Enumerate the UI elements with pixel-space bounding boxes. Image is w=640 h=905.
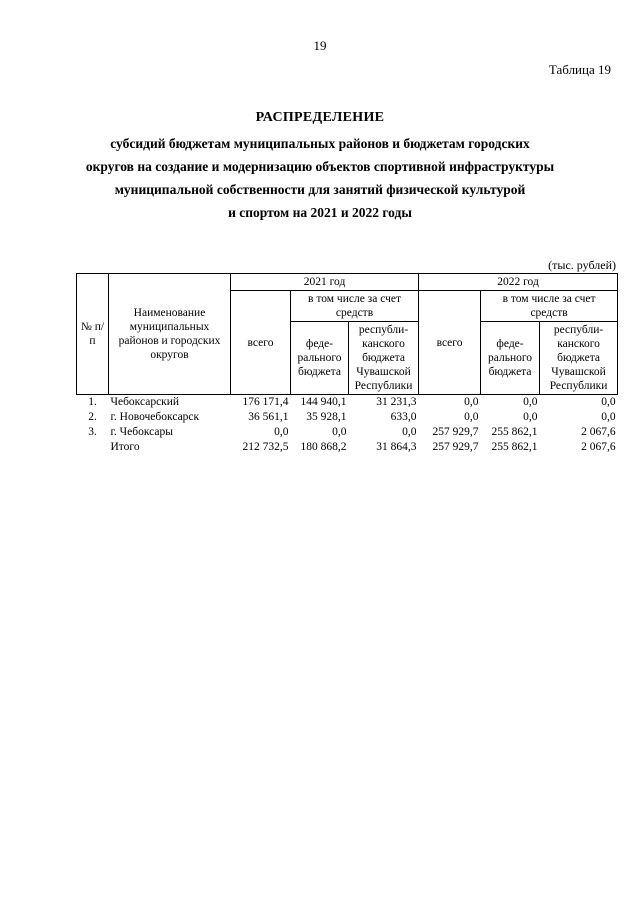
row-number: [77, 440, 109, 455]
header-year-2022: 2022 год: [419, 274, 618, 291]
cell-federal-2021: 0,0: [332, 426, 347, 438]
cell-total-2021: 176 171,4: [242, 396, 289, 408]
cell-federal-2021: 35 928,1: [306, 411, 347, 423]
cell-republic-2021: 0,0: [402, 426, 417, 438]
header-republic-2021: республи-канского бюджета Чувашской Республики: [349, 322, 419, 395]
table-row: [77, 425, 618, 440]
row-name: г. Новочебоксарск: [110, 411, 200, 423]
cell-republic-2021: 31 864,3: [376, 441, 417, 453]
header-total-2021: всего: [231, 291, 291, 395]
cell-total-2022: 0,0: [464, 396, 479, 408]
cell-republic-2022: 0,0: [601, 396, 616, 408]
header-including-2022: в том числе за счет средств: [481, 291, 618, 322]
cell-total-2021: 36 561,1: [248, 411, 289, 423]
cell-total-2022: 257 929,7: [432, 426, 479, 438]
header-year-2021: 2021 год: [231, 274, 419, 291]
title-main: РАСПРЕДЕЛЕНИЕ: [255, 110, 385, 125]
cell-total-2022: 257 929,7: [432, 441, 479, 453]
cell-total-2022: 0,0: [464, 411, 479, 423]
cell-federal-2022: 255 862,1: [491, 426, 538, 438]
title-line: муниципальной собственности для занятий физической культурой: [114, 182, 526, 197]
row-name: Чебоксарский: [110, 396, 180, 408]
row-name: г. Чебоксары: [110, 426, 173, 438]
table-label: Таблица 19: [548, 62, 611, 77]
table-row-total: [77, 440, 618, 455]
cell-federal-2021: 180 868,2: [300, 441, 347, 453]
header-federal-2021: феде-рального бюджета: [291, 322, 349, 395]
cell-total-2021: 0,0: [274, 426, 289, 438]
cell-republic-2022: 2 067,6: [581, 426, 616, 438]
subsidy-table: [76, 273, 618, 455]
row-number: 3.: [88, 426, 97, 438]
cell-republic-2021: 633,0: [390, 411, 417, 423]
cell-federal-2022: 0,0: [523, 411, 538, 423]
document-title: [60, 110, 580, 224]
cell-federal-2022: 0,0: [523, 396, 538, 408]
title-line: округов на создание и модернизацию объектов спортивной инфраструктуры: [85, 159, 555, 174]
cell-republic-2021: 31 231,3: [376, 396, 417, 408]
header-num: № п/п: [77, 274, 109, 395]
title-line: и спортом на 2021 и 2022 годы: [228, 205, 412, 220]
unit-note: (тыс. рублей): [548, 258, 616, 272]
header-name: Наименование муниципальных районов и городских округов: [109, 274, 231, 395]
header-including-2021: в том числе за счет средств: [291, 291, 419, 322]
row-name: Итого: [110, 441, 140, 453]
table-row: [77, 410, 618, 425]
cell-federal-2022: 255 862,1: [491, 441, 538, 453]
header-total-2022: всего: [419, 291, 481, 395]
cell-total-2021: 212 732,5: [242, 441, 289, 453]
page-number: 19: [313, 38, 327, 53]
header-republic-2022: республи-канского бюджета Чувашской Республики: [540, 322, 618, 395]
table-row: [77, 395, 618, 411]
row-number: 2.: [88, 411, 97, 423]
header-federal-2022: феде-рального бюджета: [481, 322, 540, 395]
row-number: 1.: [88, 396, 97, 408]
cell-republic-2022: 2 067,6: [581, 441, 616, 453]
cell-republic-2022: 0,0: [601, 411, 616, 423]
cell-federal-2021: 144 940,1: [300, 396, 347, 408]
title-line: субсидий бюджетам муниципальных районов и бюджетам городских: [110, 136, 530, 151]
